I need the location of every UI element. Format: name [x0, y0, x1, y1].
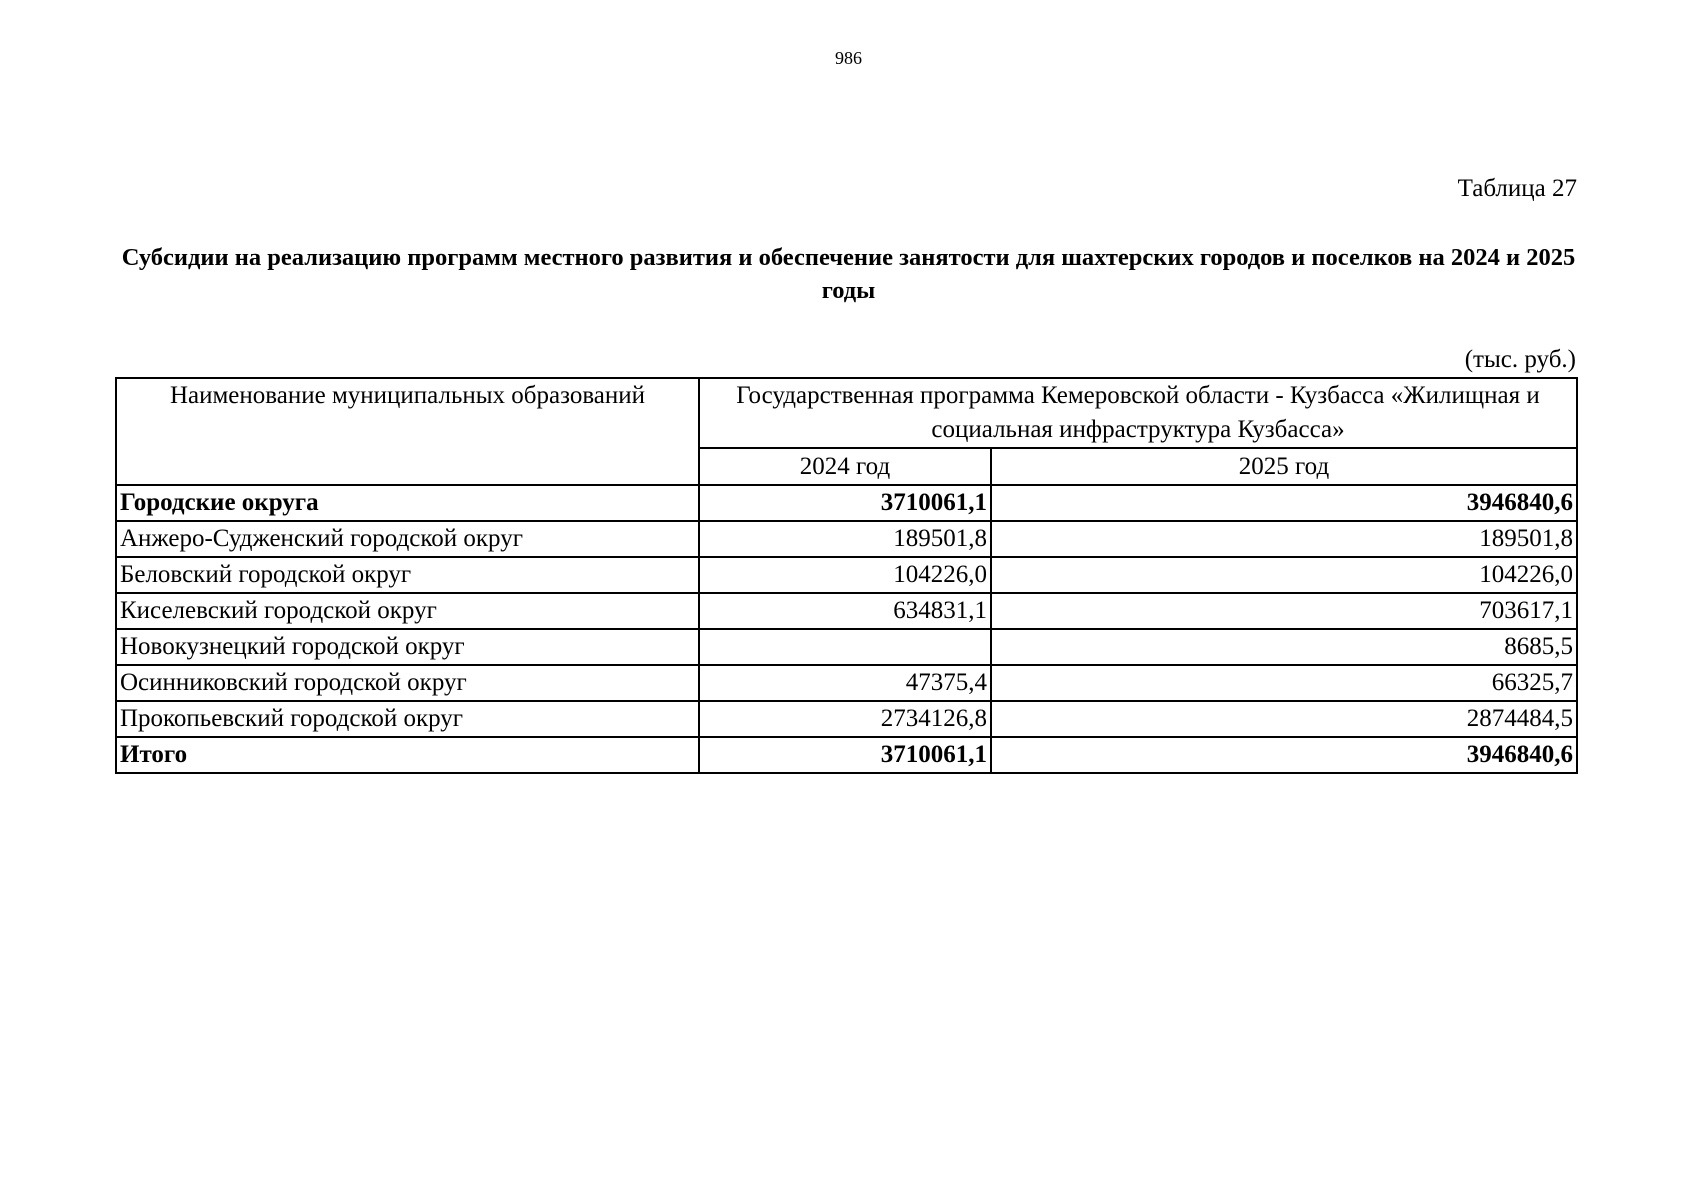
header-municipality-name: Наименование муниципальных образований: [116, 378, 699, 485]
table-caption: Таблица 27: [1457, 175, 1577, 202]
municipality-name-cell: Беловский городской округ: [116, 557, 699, 593]
value-2025-cell: 8685,5: [991, 629, 1577, 665]
table-row: [116, 593, 1577, 629]
table-row: [116, 701, 1577, 737]
value-2025-cell: 189501,8: [991, 521, 1577, 557]
table-row: [116, 737, 1577, 773]
table-row: [116, 521, 1577, 557]
value-2024-cell: 189501,8: [699, 521, 991, 557]
value-2025-cell: 66325,7: [991, 665, 1577, 701]
value-2025-cell: 3946840,6: [991, 737, 1577, 773]
municipality-name-cell: Прокопьевский городской округ: [116, 701, 699, 737]
header-year-2024: 2024 год: [699, 448, 991, 485]
value-2024-cell: 3710061,1: [699, 485, 991, 521]
value-2024-cell: 3710061,1: [699, 737, 991, 773]
value-2024-cell: 47375,4: [699, 665, 991, 701]
municipality-name-cell: Осинниковский городской округ: [116, 665, 699, 701]
value-2024-cell: 634831,1: [699, 593, 991, 629]
value-2024-cell: 104226,0: [699, 557, 991, 593]
table-body: [116, 485, 1577, 773]
table-row: [116, 665, 1577, 701]
header-year-2025: 2025 год: [991, 448, 1577, 485]
municipality-name-cell: Итого: [116, 737, 699, 773]
table-row: [116, 485, 1577, 521]
value-2024-cell: [699, 629, 991, 665]
value-2025-cell: 2874484,5: [991, 701, 1577, 737]
header-state-program: Государственная программа Кемеровской области - Кузбасса «Жилищная и социальная инфраструктура Кузбасса»: [699, 378, 1577, 448]
municipality-name-cell: Новокузнецкий городской округ: [116, 629, 699, 665]
municipality-name-cell: Анжеро-Судженский городской округ: [116, 521, 699, 557]
table-row: [116, 557, 1577, 593]
value-2024-cell: 2734126,8: [699, 701, 991, 737]
units-label: (тыс. руб.): [1464, 346, 1576, 373]
subsidies-table: [115, 377, 1578, 774]
page-number: 986: [835, 48, 862, 68]
municipality-name-cell: Киселевский городской округ: [116, 593, 699, 629]
table-row: [116, 629, 1577, 665]
value-2025-cell: 104226,0: [991, 557, 1577, 593]
document-title: Субсидии на реализацию программ местного развития и обеспечение занятости для шахтерских городов и поселков на 2024 и 2025 годы: [121, 244, 1576, 304]
value-2025-cell: 703617,1: [991, 593, 1577, 629]
municipality-name-cell: Городские округа: [116, 485, 699, 521]
value-2025-cell: 3946840,6: [991, 485, 1577, 521]
